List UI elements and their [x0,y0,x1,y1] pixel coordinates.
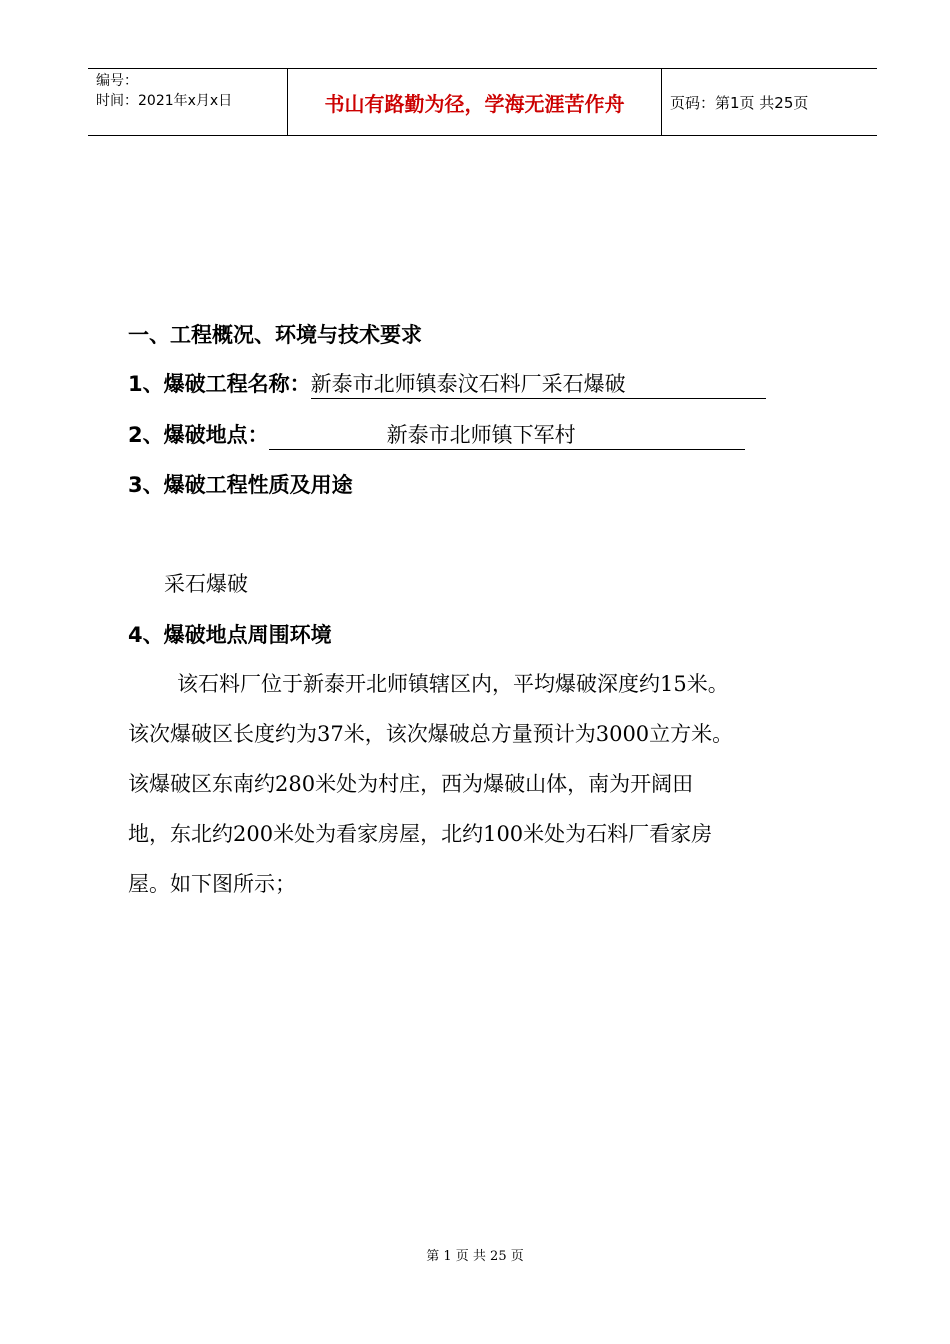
item-nature-label: 3、爆破工程性质及用途 [128,473,353,497]
page-footer: 第 1 页 共 25 页 [426,1249,524,1264]
paragraph-line: 屋。如下图所示； [128,872,296,896]
paragraph-line: 该次爆破区长度约为37米，该次爆破总方量预计为3000立方米。 [128,722,734,746]
paragraph-line: 该爆破区东南约280米处为村庄，西为爆破山体，南为开阔田 [128,772,694,796]
item-environment-label: 4、爆破地点周围环境 [128,623,332,647]
item-location-label: 2、爆破地点： [128,423,269,447]
document-time-label: 时间：2021年x月x日 [96,93,233,109]
item-location [128,420,745,450]
item-project-name-label: 1、爆破工程名称： [128,372,311,396]
paragraph-line: 地，东北约200米处为看家房屋，北约100米处为石料厂看家房 [128,822,713,846]
document-number-label: 编号： [96,73,138,89]
section-heading: 一、工程概况、环境与技术要求 [128,323,422,347]
paragraph-line: 该石料厂位于新泰开北师镇辖区内，平均爆破深度约15米。 [177,672,729,696]
item-location-value: 新泰市北师镇下军村 [269,421,745,450]
item-project-name-value: 新泰市北师镇泰汶石料厂采石爆破 [311,370,766,399]
header-motto: 书山有路勤为径，学海无涯苦作舟 [288,69,662,135]
header-page-info: 页码：第1页 共25页 [670,93,809,112]
item-nature-value: 采石爆破 [164,572,248,596]
item-project-name [128,369,766,399]
